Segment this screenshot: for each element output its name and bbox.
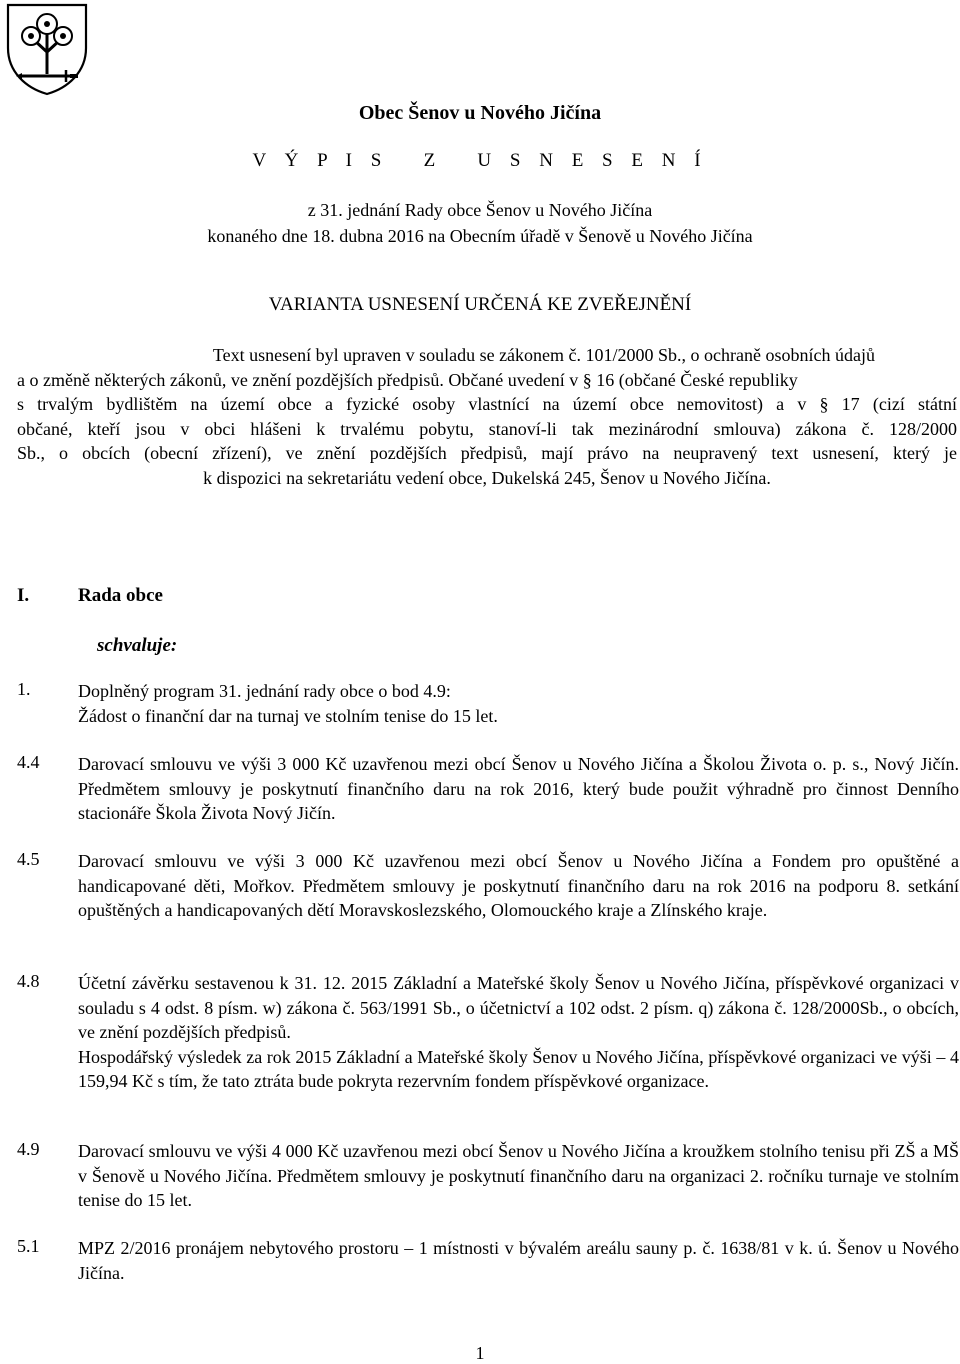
resolution-item <box>17 1139 959 1213</box>
intro-line: k dispozici na sekretariátu vedení obce, Dukelská 245, Šenov u Nového Jičína. <box>203 467 771 488</box>
intro-line: Sb., o obcích (obecní zřízení), ve znění pozdějších předpisů, mají právo na neupravený text usnesení, který je <box>17 443 957 464</box>
section-number: I. <box>17 585 30 606</box>
intro-line: s trvalým bydlištěm na území obce a fyzické osoby vlastnící na území obce nemovitost) a v § 17 (cizí státní <box>17 394 957 415</box>
resolution-item <box>17 849 959 923</box>
item-number: 5.1 <box>17 1236 40 1256</box>
resolution-item <box>17 752 959 826</box>
coat-of-arms-icon <box>4 2 90 96</box>
meeting-line: z 31. jednání Rady obce Šenov u Nového Jičína <box>307 200 653 220</box>
item-text: Darovací smlouvu ve výši 3 000 Kč uzavřenou mezi obcí Šenov u Nového Jičína a Fondem pro opuštěné a handicapované děti, Mořkov. Předmětem smlouvy je poskytnutí finančního daru na rok 2016 na podporu 8. setkání opuštěných a handicapovaných dětí Moravskoslezského, Olomouckého kraje a Zlínského kraje. <box>78 851 959 921</box>
item-number: 4.8 <box>17 971 40 991</box>
resolution-verb: schvaluje: <box>97 635 178 656</box>
publication-variant-note: VARIANTA USNESENÍ URČENÁ KE ZVEŘEJNĚNÍ <box>268 294 692 315</box>
item-text: Darovací smlouvu ve výši 3 000 Kč uzavřenou mezi obcí Šenov u Nového Jičína a Školou Života o. p. s., Nový Jičín. Předmětem smlouvy je poskytnutí finančního daru na rok 2016, který bude použit výhradně pro činnost Denního stacionáře Škola Života Nový Jičín. <box>78 754 959 824</box>
item-text: MPZ 2/2016 pronájem nebytového prostoru – 1 místnosti v bývalém areálu sauny p. č. 1638/81 v k. ú. Šenov u Nového Jičína. <box>78 1238 959 1283</box>
item-number: 4.5 <box>17 849 40 869</box>
municipality-name: Obec Šenov u Nového Jičína <box>358 102 602 124</box>
item-text: Doplněný program 31. jednání rady obce o bod 4.9: Žádost o finanční dar na turnaj ve stolním tenise do 15 let. <box>78 681 498 726</box>
item-number: 4.4 <box>17 752 40 772</box>
item-text: Darovací smlouvu ve výši 4 000 Kč uzavřenou mezi obcí Šenov u Nového Jičína a kroužkem stolního tenisu při ZŠ a MŠ v Šenově u Nového Jičína. Předmětem smlouvy je poskytnutí finančního daru na organizaci 2. ročníku turnaje ve stolním tenise do 15 let. <box>78 1141 959 1211</box>
resolution-item <box>17 679 959 728</box>
resolution-item <box>17 971 959 1094</box>
intro-line: občané, kteří jsou v obci hlášeni k trvalému pobytu, stanoví-li tak mezinárodní smlouva) zákona č. 128/2000 <box>17 418 957 439</box>
intro-line: a o změně některých zákonů, ve znění pozdějších předpisů. Občané uvedení v § 16 (občané České republiky <box>17 369 798 390</box>
page-number: 1 <box>475 1343 485 1363</box>
item-text: Účetní závěrku sestavenou k 31. 12. 2015 Základní a Mateřské školy Šenov u Nového Jičína, příspěvkové organizaci v souladu s 4 odst. 8 písm. w) zákona č. 563/1991 Sb., o účetnictví a 102 odst. 2 písm. q) zákona č. 128/2000Sb., o obcích, ve znění pozdějších předpisů. Hospodářský výsledek za rok 2015 Základní a Mateřské školy Šenov u Nového Jičína, příspěvkové organizaci ve výši – 4 159,94 Kč s tím, že tato ztráta bude pokryta rezervním fondem příspěvkové organizace. <box>78 973 959 1092</box>
item-number: 1. <box>17 679 31 699</box>
resolution-item <box>17 1236 959 1285</box>
item-number: 4.9 <box>17 1139 40 1159</box>
intro-line: Text usnesení byl upraven v souladu se zákonem č. 101/2000 Sb., o ochraně osobních údajů <box>212 345 875 365</box>
intro-paragraph <box>17 343 957 491</box>
meeting-date-line: konaného dne 18. dubna 2016 na Obecním úřadě v Šenově u Nového Jičína <box>207 226 753 246</box>
section-title: Rada obce <box>78 585 163 606</box>
document-title: V Ý P I S Z U S N E S E N Í <box>252 150 708 171</box>
